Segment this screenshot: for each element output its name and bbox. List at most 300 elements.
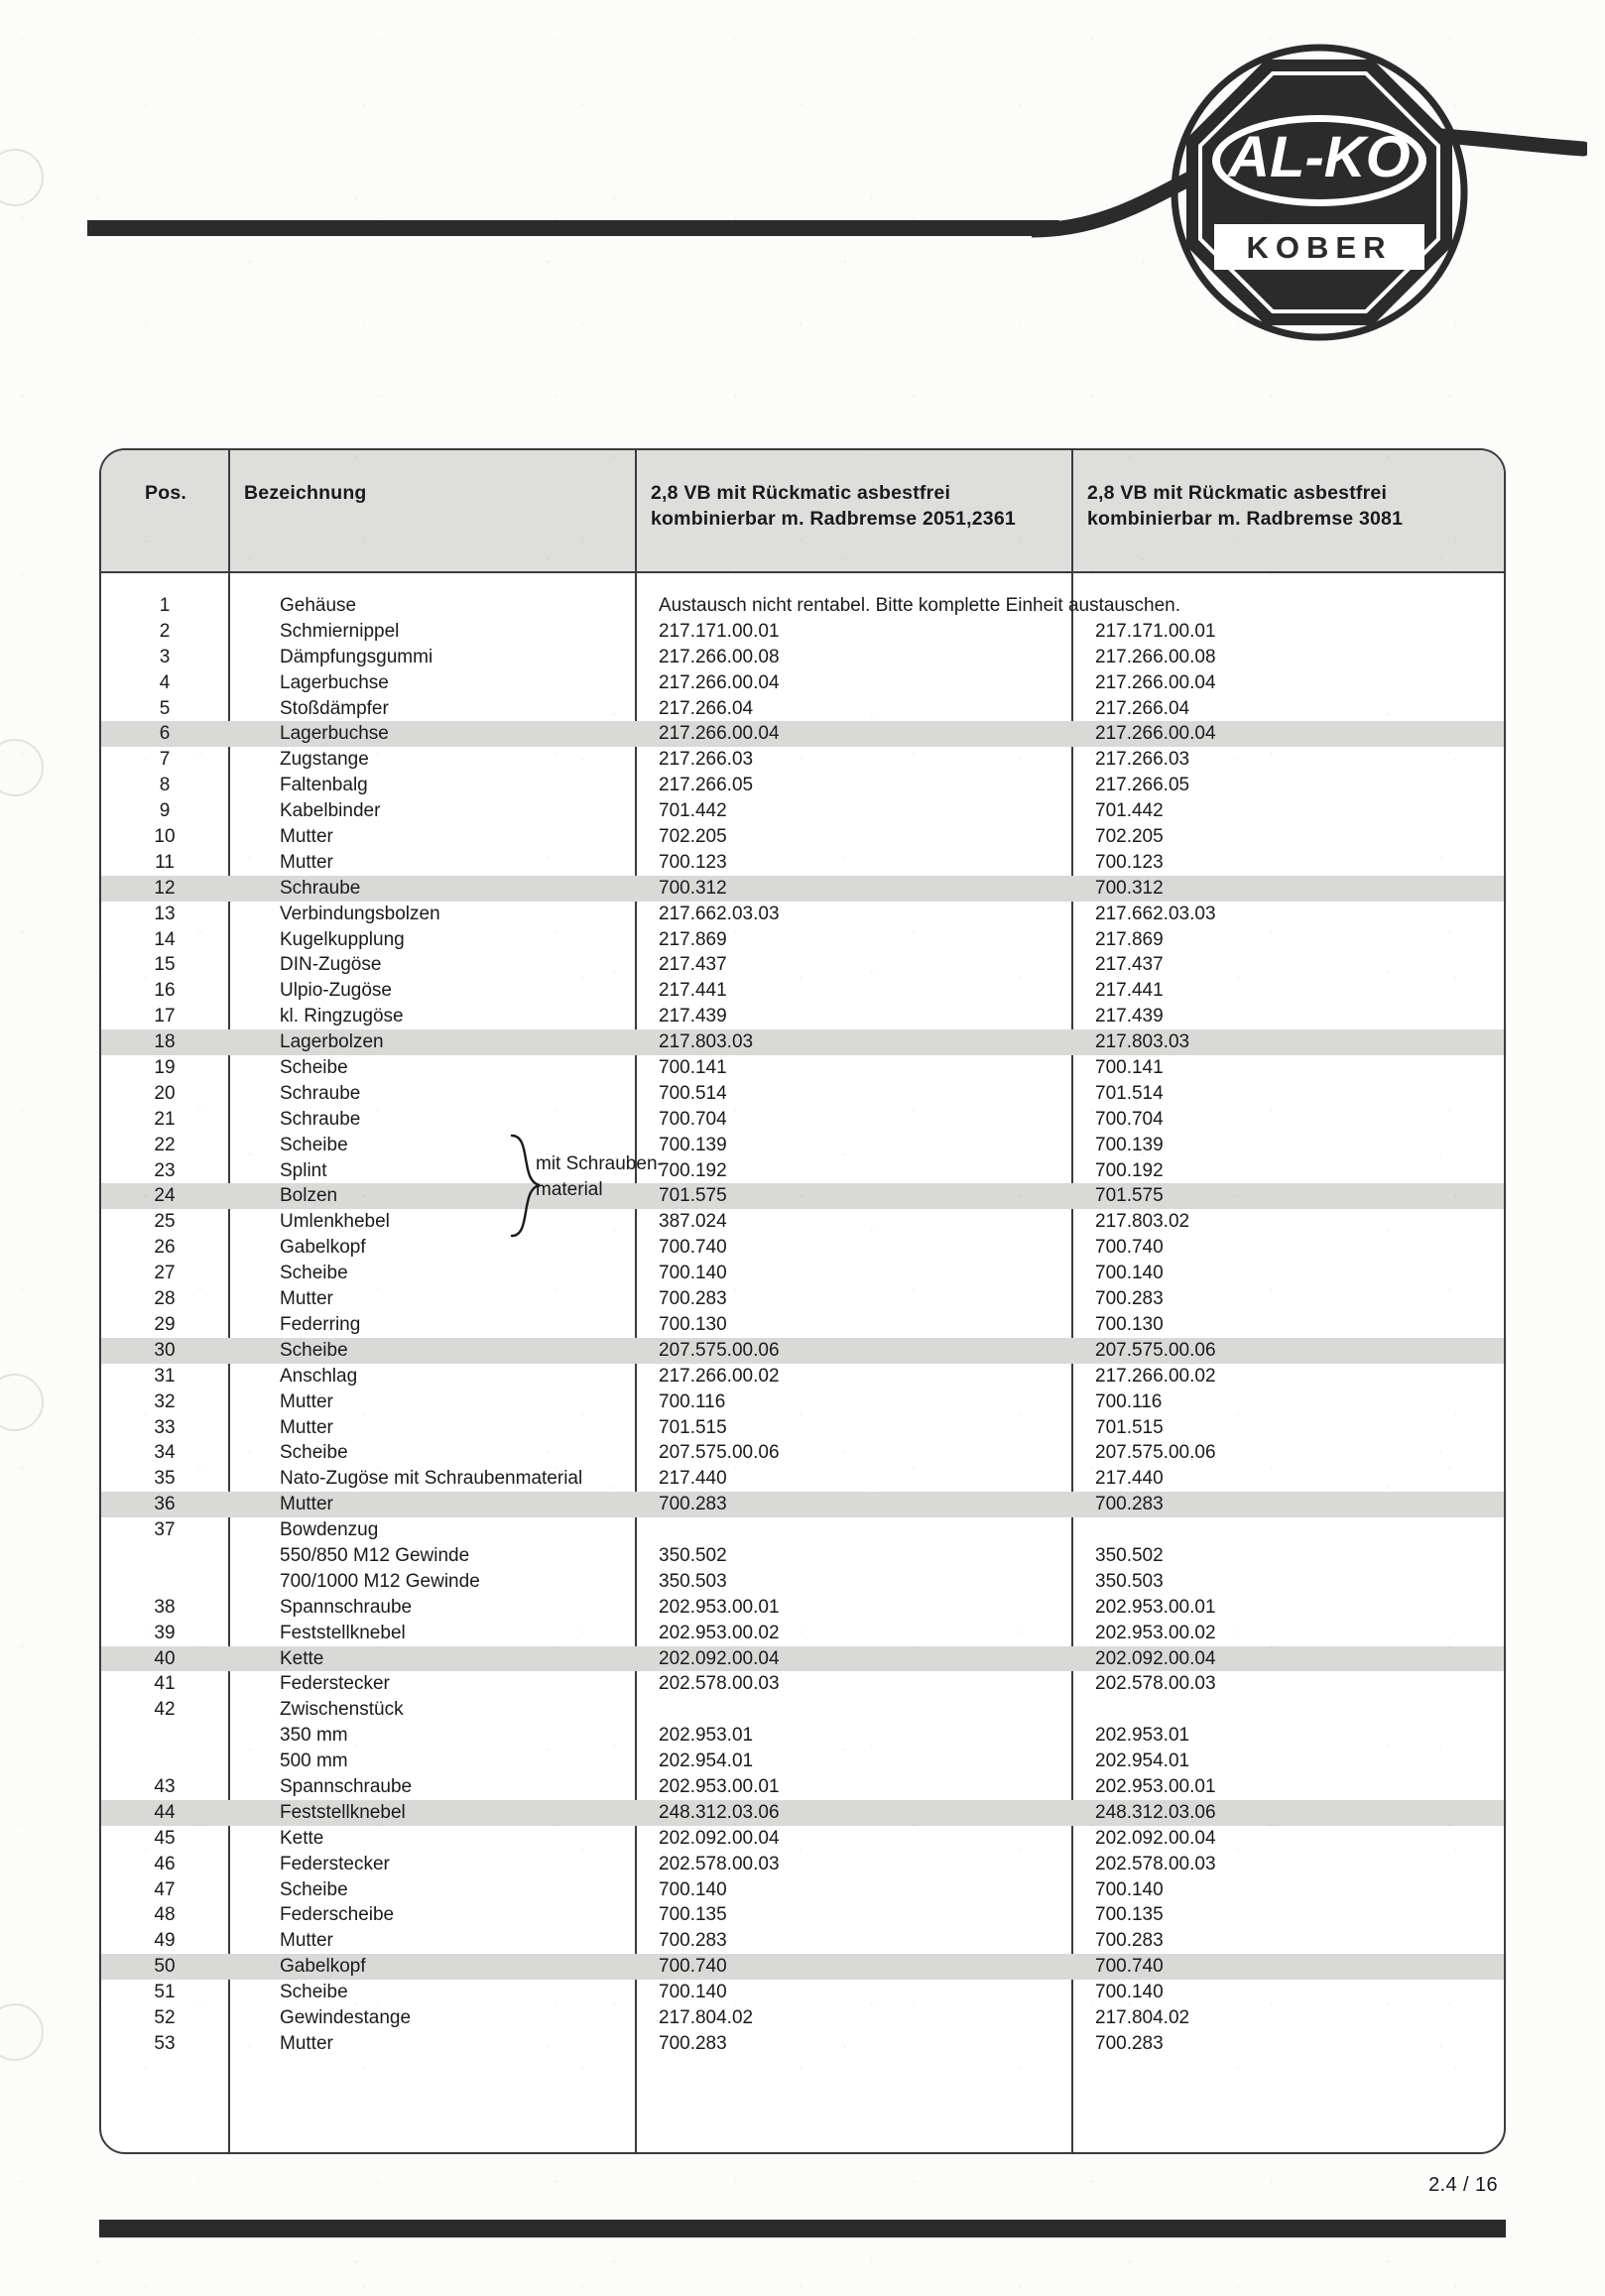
cell-description: Stoßdämpfer bbox=[280, 697, 389, 719]
cell-variant-2: 217.439 bbox=[1095, 1006, 1164, 1027]
table-row bbox=[101, 1312, 1504, 1338]
cell-position: 22 bbox=[154, 1134, 176, 1155]
table-row bbox=[101, 850, 1504, 876]
table-header-row bbox=[101, 450, 1504, 573]
cell-description: Federstecker bbox=[280, 1853, 390, 1874]
cell-variant-2: 217.266.00.04 bbox=[1095, 723, 1216, 745]
cell-description: Schraube bbox=[280, 877, 361, 899]
cell-position: 26 bbox=[154, 1237, 176, 1259]
page-number: 2.4 / 16 bbox=[1428, 2174, 1498, 2196]
cell-description: 500 mm bbox=[280, 1751, 348, 1772]
cell-description: Dämpfungsgummi bbox=[280, 646, 433, 667]
cell-position: 51 bbox=[154, 1982, 176, 2003]
cell-description: Mutter bbox=[280, 1390, 333, 1412]
cell-variant-1: 217.266.00.08 bbox=[659, 646, 780, 667]
cell-variant-1: 217.266.00.04 bbox=[659, 723, 780, 745]
table-row bbox=[101, 1671, 1504, 1697]
table-row bbox=[101, 1209, 1504, 1235]
cell-position: 10 bbox=[154, 826, 176, 848]
table-row bbox=[101, 1826, 1504, 1852]
cell-variant-1: 217.804.02 bbox=[659, 2006, 754, 2028]
cell-position: 48 bbox=[154, 1904, 176, 1926]
cell-description: DIN-Zugöse bbox=[280, 954, 382, 976]
table-row bbox=[101, 1800, 1504, 1826]
cell-position: 41 bbox=[154, 1673, 176, 1695]
cell-position: 47 bbox=[154, 1878, 176, 1900]
table-row bbox=[101, 721, 1504, 747]
cell-position: 32 bbox=[154, 1390, 176, 1412]
cell-variant-2: 217.804.02 bbox=[1095, 2006, 1190, 2028]
cell-position: 5 bbox=[159, 697, 171, 719]
cell-variant-1: 248.312.03.06 bbox=[659, 1801, 780, 1823]
column-header-variant-1 bbox=[637, 450, 1073, 571]
cell-position: 24 bbox=[154, 1185, 176, 1207]
cell-description: Ulpio-Zugöse bbox=[280, 980, 392, 1002]
cell-position: 19 bbox=[154, 1057, 176, 1079]
cell-variant-1: 700.192 bbox=[659, 1159, 727, 1181]
table-row bbox=[101, 2031, 1504, 2057]
cell-variant-1: 700.139 bbox=[659, 1134, 727, 1155]
table-row bbox=[101, 619, 1504, 645]
cell-variant-1: 700.130 bbox=[659, 1313, 727, 1335]
table-body bbox=[101, 573, 1504, 2154]
cell-variant-1: 700.514 bbox=[659, 1082, 727, 1104]
cell-variant-2: 700.283 bbox=[1095, 1288, 1164, 1310]
cell-position: 23 bbox=[154, 1159, 176, 1181]
cell-note-span: Austausch nicht rentabel. Bitte komplette Einheit austauschen. bbox=[659, 595, 1180, 616]
table-row bbox=[101, 978, 1504, 1004]
cell-description: Splint bbox=[280, 1159, 327, 1181]
cell-variant-1 bbox=[635, 1517, 1071, 1543]
cell-description: Gabelkopf bbox=[280, 1237, 366, 1259]
cell-variant-1: 202.953.00.02 bbox=[659, 1622, 780, 1643]
table-row bbox=[101, 1954, 1504, 1980]
table-row bbox=[101, 1029, 1504, 1055]
table-row bbox=[101, 1517, 1504, 1543]
cell-description: Mutter bbox=[280, 1494, 333, 1515]
cell-position: 17 bbox=[154, 1006, 176, 1027]
table-row bbox=[101, 645, 1504, 670]
cell-position: 43 bbox=[154, 1775, 176, 1797]
table-row bbox=[101, 1081, 1504, 1107]
cell-description: Anschlag bbox=[280, 1365, 358, 1387]
cell-description: Lagerbuchse bbox=[280, 671, 389, 693]
cell-position: 35 bbox=[154, 1468, 176, 1490]
cell-description: kl. Ringzugöse bbox=[280, 1006, 404, 1027]
table-row bbox=[101, 1621, 1504, 1646]
cell-variant-2: 217.662.03.03 bbox=[1095, 903, 1216, 924]
cell-position: 16 bbox=[154, 980, 176, 1002]
cell-position: 21 bbox=[154, 1108, 176, 1130]
column-header-pos: Pos. bbox=[145, 482, 186, 504]
cell-variant-1: 202.953.00.01 bbox=[659, 1775, 780, 1797]
table-row bbox=[101, 1364, 1504, 1390]
cell-variant-1: 700.283 bbox=[659, 1494, 727, 1515]
cell-variant-1 bbox=[635, 1697, 1071, 1723]
cell-variant-1: 207.575.00.06 bbox=[659, 1339, 780, 1361]
cell-position bbox=[101, 1749, 228, 1774]
cell-description: Gehäuse bbox=[280, 595, 357, 616]
cell-variant-2: 217.266.00.08 bbox=[1095, 646, 1216, 667]
table-row bbox=[101, 1338, 1504, 1364]
cell-variant-2: 202.954.01 bbox=[1095, 1751, 1190, 1772]
cell-variant-1: 700.740 bbox=[659, 1956, 727, 1978]
document-header bbox=[0, 0, 1605, 426]
cell-description: Scheibe bbox=[280, 1134, 348, 1155]
table-row bbox=[101, 1004, 1504, 1029]
footer-rule bbox=[99, 2220, 1506, 2237]
table-row bbox=[101, 1158, 1504, 1184]
table-row bbox=[101, 1774, 1504, 1800]
cell-variant-2: 217.437 bbox=[1095, 954, 1164, 976]
cell-position: 6 bbox=[159, 723, 171, 745]
cell-description: Kugelkupplung bbox=[280, 928, 405, 950]
cell-variant-2: 217.441 bbox=[1095, 980, 1164, 1002]
cell-variant-2: 700.140 bbox=[1095, 1982, 1164, 2003]
cell-variant-2: 700.283 bbox=[1095, 1494, 1164, 1515]
table-row bbox=[101, 876, 1504, 902]
table-row bbox=[101, 1543, 1504, 1569]
table-row bbox=[101, 670, 1504, 696]
cell-description: Scheibe bbox=[280, 1982, 348, 2003]
table-row bbox=[101, 1440, 1504, 1466]
cell-description: Lagerbuchse bbox=[280, 723, 389, 745]
cell-position: 28 bbox=[154, 1288, 176, 1310]
cell-position: 9 bbox=[159, 800, 171, 822]
cell-variant-2: 700.141 bbox=[1095, 1057, 1164, 1079]
table-row bbox=[101, 1492, 1504, 1517]
cell-variant-2: 217.171.00.01 bbox=[1095, 620, 1216, 642]
table-row bbox=[101, 1107, 1504, 1133]
table-row bbox=[101, 902, 1504, 927]
cell-variant-1: 217.869 bbox=[659, 928, 727, 950]
cell-position: 36 bbox=[154, 1494, 176, 1515]
cell-variant-1: 700.283 bbox=[659, 2032, 727, 2054]
table-row bbox=[101, 2005, 1504, 2031]
cell-variant-1: 217.439 bbox=[659, 1006, 727, 1027]
cell-description: Umlenkhebel bbox=[280, 1211, 390, 1233]
cell-variant-1: 202.092.00.04 bbox=[659, 1647, 780, 1669]
cell-description: Spannschraube bbox=[280, 1596, 413, 1618]
column-header-variant-2-line1: 2,8 VB mit Rückmatic asbestfrei bbox=[1087, 482, 1388, 504]
cell-position: 31 bbox=[154, 1365, 176, 1387]
cell-position: 3 bbox=[159, 646, 171, 667]
column-header-variant-1-line2: kombinierbar m. Radbremse 2051,2361 bbox=[651, 508, 1016, 530]
svg-text:AL-KO: AL-KO bbox=[1228, 125, 1411, 189]
table-row bbox=[101, 1595, 1504, 1621]
cell-variant-2: 700.135 bbox=[1095, 1904, 1164, 1926]
cell-variant-1: 202.578.00.03 bbox=[659, 1853, 780, 1874]
brace-note-line-2: material bbox=[536, 1178, 603, 1200]
cell-variant-2: 702.205 bbox=[1095, 826, 1164, 848]
cell-variant-2: 701.442 bbox=[1095, 800, 1164, 822]
cell-variant-1: 217.437 bbox=[659, 954, 727, 976]
cell-variant-1: 700.283 bbox=[659, 1288, 727, 1310]
cell-description: Bolzen bbox=[280, 1185, 338, 1207]
brace-note bbox=[536, 1151, 664, 1202]
cell-variant-2: 700.312 bbox=[1095, 877, 1164, 899]
cell-description: Scheibe bbox=[280, 1442, 348, 1464]
table-row bbox=[101, 1133, 1504, 1158]
column-header-description: Bezeichnung bbox=[244, 482, 367, 504]
cell-variant-1: 701.575 bbox=[659, 1185, 727, 1207]
cell-position: 20 bbox=[154, 1082, 176, 1104]
cell-position: 42 bbox=[154, 1699, 176, 1721]
cell-variant-1: 217.266.00.02 bbox=[659, 1365, 780, 1387]
cell-variant-1: 700.123 bbox=[659, 851, 727, 873]
cell-variant-1: 350.502 bbox=[659, 1544, 727, 1566]
cell-variant-2: 217.803.02 bbox=[1095, 1211, 1190, 1233]
cell-variant-2: 701.514 bbox=[1095, 1082, 1164, 1104]
cell-position bbox=[101, 1569, 228, 1595]
table-row bbox=[101, 1235, 1504, 1261]
cell-variant-2: 700.123 bbox=[1095, 851, 1164, 873]
table-row bbox=[101, 824, 1504, 850]
column-header-variant-2 bbox=[1073, 450, 1504, 571]
cell-variant-1: 202.953.00.01 bbox=[659, 1596, 780, 1618]
cell-variant-2: 700.740 bbox=[1095, 1956, 1164, 1978]
cell-description: Lagerbolzen bbox=[280, 1031, 384, 1053]
cell-description: Schmiernippel bbox=[280, 620, 400, 642]
punch-hole bbox=[0, 739, 44, 796]
cell-variant-2: 202.953.01 bbox=[1095, 1725, 1190, 1747]
cell-variant-1: 217.803.03 bbox=[659, 1031, 754, 1053]
cell-variant-2: 701.575 bbox=[1095, 1185, 1164, 1207]
cell-variant-2: 700.283 bbox=[1095, 2032, 1164, 2054]
cell-position: 4 bbox=[159, 671, 171, 693]
cell-variant-2: 217.266.05 bbox=[1095, 775, 1190, 796]
cell-variant-2: 202.092.00.04 bbox=[1095, 1827, 1216, 1849]
cell-position: 53 bbox=[154, 2032, 176, 2054]
cell-variant-1: 217.441 bbox=[659, 980, 727, 1002]
cell-variant-2: 217.266.04 bbox=[1095, 697, 1190, 719]
table-row bbox=[101, 1902, 1504, 1928]
cell-position: 49 bbox=[154, 1930, 176, 1952]
cell-variant-2: 700.140 bbox=[1095, 1263, 1164, 1284]
cell-position: 14 bbox=[154, 928, 176, 950]
cell-variant-1: 700.140 bbox=[659, 1263, 727, 1284]
cell-variant-1: 700.312 bbox=[659, 877, 727, 899]
cell-description: Gabelkopf bbox=[280, 1956, 366, 1978]
cell-description: 700/1000 M12 Gewinde bbox=[280, 1570, 480, 1592]
cell-variant-2: 350.503 bbox=[1095, 1570, 1164, 1592]
cell-variant-2: 217.440 bbox=[1095, 1468, 1164, 1490]
cell-variant-1: 202.578.00.03 bbox=[659, 1673, 780, 1695]
cell-variant-1: 700.135 bbox=[659, 1904, 727, 1926]
header-rule bbox=[87, 220, 1059, 236]
punch-hole bbox=[0, 2003, 44, 2061]
cell-description: Gewindestange bbox=[280, 2006, 412, 2028]
parts-table-card bbox=[99, 448, 1506, 2154]
cell-variant-1: 701.442 bbox=[659, 800, 727, 822]
cell-variant-2: 700.704 bbox=[1095, 1108, 1164, 1130]
cell-position: 44 bbox=[154, 1801, 176, 1823]
table-row bbox=[101, 1183, 1504, 1209]
table-row bbox=[101, 1928, 1504, 1954]
cell-description: Mutter bbox=[280, 826, 333, 848]
column-header-variant-2-line2: kombinierbar m. Radbremse 3081 bbox=[1087, 508, 1404, 530]
cell-variant-1: 700.116 bbox=[659, 1390, 726, 1412]
table-row bbox=[101, 1569, 1504, 1595]
cell-variant-1: 202.954.01 bbox=[659, 1751, 754, 1772]
cell-description: Kabelbinder bbox=[280, 800, 381, 822]
cell-position: 8 bbox=[159, 775, 171, 796]
table-row bbox=[101, 798, 1504, 824]
cell-description: Scheibe bbox=[280, 1878, 348, 1900]
cell-variant-2: 202.953.00.01 bbox=[1095, 1775, 1216, 1797]
cell-position: 45 bbox=[154, 1827, 176, 1849]
cell-description: 350 mm bbox=[280, 1725, 348, 1747]
cell-position: 33 bbox=[154, 1416, 176, 1438]
cell-variant-2: 207.575.00.06 bbox=[1095, 1442, 1216, 1464]
cell-variant-2: 217.803.03 bbox=[1095, 1031, 1190, 1053]
table-row bbox=[101, 1852, 1504, 1877]
table-row bbox=[101, 1877, 1504, 1903]
cell-position: 18 bbox=[154, 1031, 176, 1053]
table-row bbox=[101, 1697, 1504, 1723]
cell-variant-2: 350.502 bbox=[1095, 1544, 1164, 1566]
table-row bbox=[101, 696, 1504, 722]
cell-position: 46 bbox=[154, 1853, 176, 1874]
table-row bbox=[101, 1723, 1504, 1749]
cell-description: Verbindungsbolzen bbox=[280, 903, 440, 924]
svg-text:KOBER: KOBER bbox=[1246, 230, 1393, 265]
table-row bbox=[101, 1261, 1504, 1286]
cell-description: Kette bbox=[280, 1827, 324, 1849]
table-row bbox=[101, 1415, 1504, 1441]
cell-variant-1: 700.140 bbox=[659, 1878, 727, 1900]
cell-description: Scheibe bbox=[280, 1057, 348, 1079]
cell-description: Mutter bbox=[280, 1416, 333, 1438]
alko-logo-icon bbox=[1171, 44, 1468, 341]
table-row bbox=[101, 1286, 1504, 1312]
cell-description: Scheibe bbox=[280, 1263, 348, 1284]
cell-variant-2: 248.312.03.06 bbox=[1095, 1801, 1216, 1823]
cell-description: Schraube bbox=[280, 1082, 361, 1104]
cell-description: Nato-Zugöse mit Schraubenmaterial bbox=[280, 1468, 583, 1490]
cell-description: Federscheibe bbox=[280, 1904, 395, 1926]
table-row bbox=[101, 1055, 1504, 1081]
cell-variant-2: 217.266.03 bbox=[1095, 749, 1190, 771]
cell-variant-1: 202.953.01 bbox=[659, 1725, 754, 1747]
cell-variant-2: 217.266.00.02 bbox=[1095, 1365, 1216, 1387]
table-row bbox=[101, 1749, 1504, 1774]
cell-variant-1: 217.440 bbox=[659, 1468, 727, 1490]
cell-description: Mutter bbox=[280, 1930, 333, 1952]
cell-position: 50 bbox=[154, 1956, 176, 1978]
table-row bbox=[101, 1390, 1504, 1415]
cell-position bbox=[101, 1723, 228, 1749]
table-row bbox=[101, 773, 1504, 798]
cell-variant-2: 217.869 bbox=[1095, 928, 1164, 950]
cell-variant-2: 202.953.00.01 bbox=[1095, 1596, 1216, 1618]
cell-variant-2: 202.092.00.04 bbox=[1095, 1647, 1216, 1669]
cell-variant-1: 207.575.00.06 bbox=[659, 1442, 780, 1464]
cell-position: 1 bbox=[159, 595, 171, 616]
cell-description: Scheibe bbox=[280, 1339, 348, 1361]
cell-variant-1: 217.266.03 bbox=[659, 749, 754, 771]
cell-position: 37 bbox=[154, 1519, 176, 1541]
cell-variant-1: 700.283 bbox=[659, 1930, 727, 1952]
cell-variant-2: 202.578.00.03 bbox=[1095, 1853, 1216, 1874]
cell-description: Schraube bbox=[280, 1108, 361, 1130]
cell-variant-2: 207.575.00.06 bbox=[1095, 1339, 1216, 1361]
cell-description: Spannschraube bbox=[280, 1775, 413, 1797]
cell-description: 550/850 M12 Gewinde bbox=[280, 1544, 470, 1566]
cell-description: Feststellknebel bbox=[280, 1801, 406, 1823]
cell-position: 38 bbox=[154, 1596, 176, 1618]
cell-position: 39 bbox=[154, 1622, 176, 1643]
table-row bbox=[101, 747, 1504, 773]
table-row bbox=[101, 1466, 1504, 1492]
table-row bbox=[101, 1980, 1504, 2005]
cell-variant-1: 700.141 bbox=[659, 1057, 727, 1079]
cell-variant-1: 217.266.04 bbox=[659, 697, 754, 719]
cell-variant-2: 700.130 bbox=[1095, 1313, 1164, 1335]
cell-description: Zugstange bbox=[280, 749, 369, 771]
cell-variant-1: 217.662.03.03 bbox=[659, 903, 780, 924]
cell-position: 27 bbox=[154, 1263, 176, 1284]
cell-variant-2 bbox=[1071, 1697, 1504, 1723]
cell-description: Faltenbalg bbox=[280, 775, 368, 796]
cell-position: 13 bbox=[154, 903, 176, 924]
cell-description: Mutter bbox=[280, 851, 333, 873]
cell-position: 40 bbox=[154, 1647, 176, 1669]
cell-position: 52 bbox=[154, 2006, 176, 2028]
cell-variant-2: 217.266.00.04 bbox=[1095, 671, 1216, 693]
cell-description: Zwischenstück bbox=[280, 1699, 404, 1721]
cell-variant-1: 217.266.05 bbox=[659, 775, 754, 796]
cell-position: 30 bbox=[154, 1339, 176, 1361]
cell-description: Kette bbox=[280, 1647, 324, 1669]
cell-position: 25 bbox=[154, 1211, 176, 1233]
cell-position: 12 bbox=[154, 877, 176, 899]
cell-variant-2: 700.140 bbox=[1095, 1878, 1164, 1900]
cell-position: 34 bbox=[154, 1442, 176, 1464]
column-header-variant-1-line1: 2,8 VB mit Rückmatic asbestfrei bbox=[651, 482, 951, 504]
table-row bbox=[101, 1646, 1504, 1672]
cell-variant-2: 700.139 bbox=[1095, 1134, 1164, 1155]
cell-variant-2: 701.515 bbox=[1095, 1416, 1164, 1438]
cell-description: Federring bbox=[280, 1313, 361, 1335]
table-row bbox=[101, 927, 1504, 953]
cell-variant-2 bbox=[1071, 1517, 1504, 1543]
cell-variant-1: 202.092.00.04 bbox=[659, 1827, 780, 1849]
cell-variant-1: 217.171.00.01 bbox=[659, 620, 780, 642]
cell-variant-1: 702.205 bbox=[659, 826, 727, 848]
table-row bbox=[101, 952, 1504, 978]
cell-description: Feststellknebel bbox=[280, 1622, 406, 1643]
cell-position: 15 bbox=[154, 954, 176, 976]
cell-position: 29 bbox=[154, 1313, 176, 1335]
cell-variant-1: 700.704 bbox=[659, 1108, 727, 1130]
table-row bbox=[101, 593, 1504, 619]
cell-variant-1: 701.515 bbox=[659, 1416, 727, 1438]
cell-variant-1: 387.024 bbox=[659, 1211, 727, 1233]
cell-variant-2: 202.953.00.02 bbox=[1095, 1622, 1216, 1643]
cell-variant-2: 700.192 bbox=[1095, 1159, 1164, 1181]
cell-variant-1: 700.740 bbox=[659, 1237, 727, 1259]
cell-variant-2: 700.740 bbox=[1095, 1237, 1164, 1259]
cell-position bbox=[101, 1543, 228, 1569]
cell-description: Mutter bbox=[280, 1288, 333, 1310]
cell-position: 2 bbox=[159, 620, 171, 642]
cell-description: Federstecker bbox=[280, 1673, 390, 1695]
cell-variant-1: 700.140 bbox=[659, 1982, 727, 2003]
cell-description: Bowdenzug bbox=[280, 1519, 379, 1541]
cell-variant-1: 350.503 bbox=[659, 1570, 727, 1592]
cell-variant-1: 217.266.00.04 bbox=[659, 671, 780, 693]
